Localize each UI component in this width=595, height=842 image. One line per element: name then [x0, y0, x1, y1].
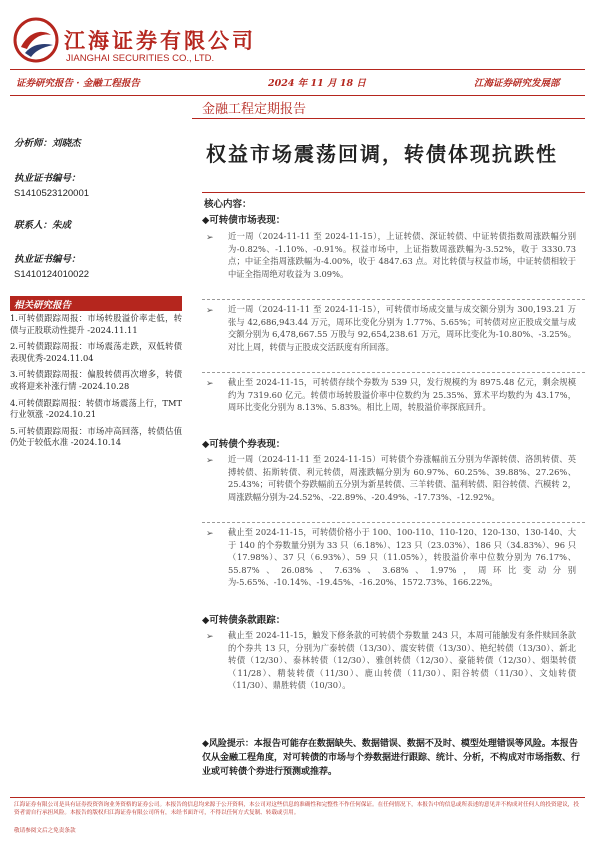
- brand-name-cn: 江海证券有限公司: [64, 28, 256, 53]
- divider: [202, 299, 585, 300]
- related-reports-list: [10, 313, 182, 454]
- related-report-item[interactable]: 3.可转债跟踪周报：偏股转债再次增多，转债或将迎来补涨行情 -2024.10.28: [10, 369, 182, 391]
- header-rule-top: [10, 69, 585, 70]
- paragraph-outstanding-bonds: 截止至 2024-11-15，可转债存续个券数为 539 只，发行规模约为 8975.48 亿元，剩余规模约为 7319.60 亿元。转债市场转股溢价率中位数约为 25.35%、算术平均数约为 43.17%，周环比变化分别为 8.13%、5.83%。相比上周，转股溢价率探底回升。: [228, 377, 576, 413]
- company-logo-icon: [13, 17, 59, 63]
- footer-rule: [10, 797, 585, 798]
- paragraph-top-movers: 近一周（2024-11-11 至 2024-11-15）可转债个券涨幅前五分别为华源转债、洛凯转债、英搏转债、拓斯转债、利元转债，周涨跌幅分别为 60.97%、60.25%、39.88%、27.26%、25.43%；可转债个券跌幅前五分别为新星转债、三羊转债、温利转债、阳谷转债、汽模转 2，周涨跌幅分别为-24.52%、-22.89%、-20.49%、-17.73%、-12.92%。: [228, 454, 576, 502]
- section-individual-bonds: ◆可转债个券表现：: [202, 439, 286, 450]
- report-date: 2024 年 11 月 18 日: [268, 78, 366, 89]
- related-reports-title: 相关研究报告: [14, 300, 72, 311]
- paragraph-trading-volume: 近一周（2024-11-11 至 2024-11-15），可转债市场成交量与成交额分别为 300,193.21 万张与 42,686,943.44 万元，周环比变化分别为 1.77%、5.65%；可转债对应正股成交量与成交额分别为 6,478,667.55 万股与 92,654,238.61 万元，周环比变化为-10.80%、-3.25%。对比上周，转债与正股成交活跃度有所回落。: [228, 304, 576, 352]
- arrow-bullet-icon: ➢: [206, 379, 214, 389]
- related-report-item[interactable]: 5.可转债跟踪周报：市场冲高回落，转债估值仍处于较低水准 -2024.10.14: [10, 425, 182, 448]
- department-name: 江海证券研究发展部: [474, 78, 560, 89]
- arrow-bullet-icon: ➢: [206, 529, 214, 539]
- arrow-bullet-icon: ➢: [206, 233, 214, 243]
- header-rule-bottom: [10, 95, 585, 96]
- arrow-bullet-icon: ➢: [206, 306, 214, 316]
- core-rule: [202, 192, 585, 193]
- analyst-label: 分析师：刘晓杰: [14, 138, 81, 149]
- related-report-item[interactable]: 4.可转债跟踪周报：转债市场震荡上行，TMT 行业领涨 -2024.10.21: [10, 397, 182, 420]
- core-content-label: 核心内容：: [204, 199, 252, 210]
- risk-warning: ◆风险提示：本报告可能存在数据缺失、数据错误、数据不及时、模型处理错误等风险。本报告仅从金融工程角度，对可转债的市场与个券数据进行跟踪、统计、分析，不构成对市场指数、行业或可转债个券进行预测或推荐。: [202, 739, 581, 777]
- section-clause-tracking: ◆可转债条款跟踪：: [202, 615, 286, 626]
- paragraph-index-performance: 近一周（2024-11-11 至 2024-11-15），上证转债、深证转债、中证转债指数周涨跌幅分别为-0.82%、-1.10%、-0.91%。权益市场中，上证指数周涨跌幅为-3.52%，收于 3330.73 点；中证全指周涨跌幅为-4.00%，收于 4847.63 点。对比转债与权益市场，中证转债相较于中证全指周绝对收益为 3.09%。: [228, 231, 576, 279]
- arrow-bullet-icon: ➢: [206, 632, 214, 642]
- cert-number-1: S1410523120001: [14, 188, 90, 199]
- analyst-info: [14, 135, 182, 280]
- brand-name-en: JIANGHAI SECURITIES CO., LTD.: [66, 53, 215, 64]
- section-market-performance: ◆可转债市场表现：: [202, 215, 286, 226]
- footer-disclaimer: 江海证券有限公司是具有证券投资咨询业务资格的证券公司。本报告的信息均来源于公开资料，本公司对这些信息的准确性和完整性不作任何保证。在任何情况下，本报告中的信息或所表述的意见并不构成对任何人的投资建议，投资者需自行承担风险。本报告的版权归江海证券有限公司所有，未经书面许可，不得以任何方式复制、转载或引用。: [14, 802, 579, 816]
- contact-label: 联系人：朱成: [14, 220, 72, 231]
- related-report-item[interactable]: 1.可转债跟踪周报：市场转股溢价率走低，转债与正股联动性提升 -2024.11.11: [10, 313, 182, 335]
- footer-note[interactable]: 敬请参阅文后之免责条款: [14, 828, 76, 834]
- divider: [202, 372, 585, 373]
- report-title: 权益市场震荡回调，转债体现抗跌性: [206, 142, 558, 166]
- subtitle-rule: [192, 118, 585, 119]
- cert-number-2: S1410124010022: [14, 269, 90, 280]
- report-subtitle: 金融工程定期报告: [202, 102, 307, 117]
- report-category: 证券研究报告 · 金融工程报告: [16, 78, 140, 89]
- divider: [202, 522, 585, 523]
- cert-label-2: 执业证书编号：: [14, 254, 81, 265]
- cert-label-1: 执业证书编号：: [14, 173, 81, 184]
- related-report-item[interactable]: 2.可转债跟踪周报：市场震荡走跌，双低转债表现优秀-2024.11.04: [10, 341, 182, 363]
- paragraph-price-distribution: 截止至 2024-11-15，可转债价格小于 100、100-110、110-120、120-130、130-140、大于 140 的个券数量分别为 33 只（6.18%）、123 只（23.03%）、186 只（34.83%）、96 只（17.98%）、37 只（6.93%）、59 只（11.05%），转股溢价率中位数分别为 76.17%、55.87%、26.08%、7.63%、3.68%、1.97%，周环比变动分别为-5.65%、-10.14%、-19.45%、-16.20%、1572.73%、166.22%。: [228, 527, 576, 588]
- paragraph-redemption-clauses: 截止至 2024-11-15，触发下修条款的可转债个券数量 243 只，本周可能触发有条件赎回条款的个券共 13 只，分别为广泰转债（13/30）、震安转债（13/30）、艳纪转债（13/30）、新北转债（12/30）、泰林转债（12/30）、雅创转债（12/30）、豪能转债（12/30）、烟渠转债（11/28）、精装转债（11/30）、鹿山转债（11/30）、阳谷转债（11/30）、文灿转债（11/30）、鼎胜转债（10/30）。: [228, 630, 576, 691]
- arrow-bullet-icon: ➢: [206, 456, 214, 466]
